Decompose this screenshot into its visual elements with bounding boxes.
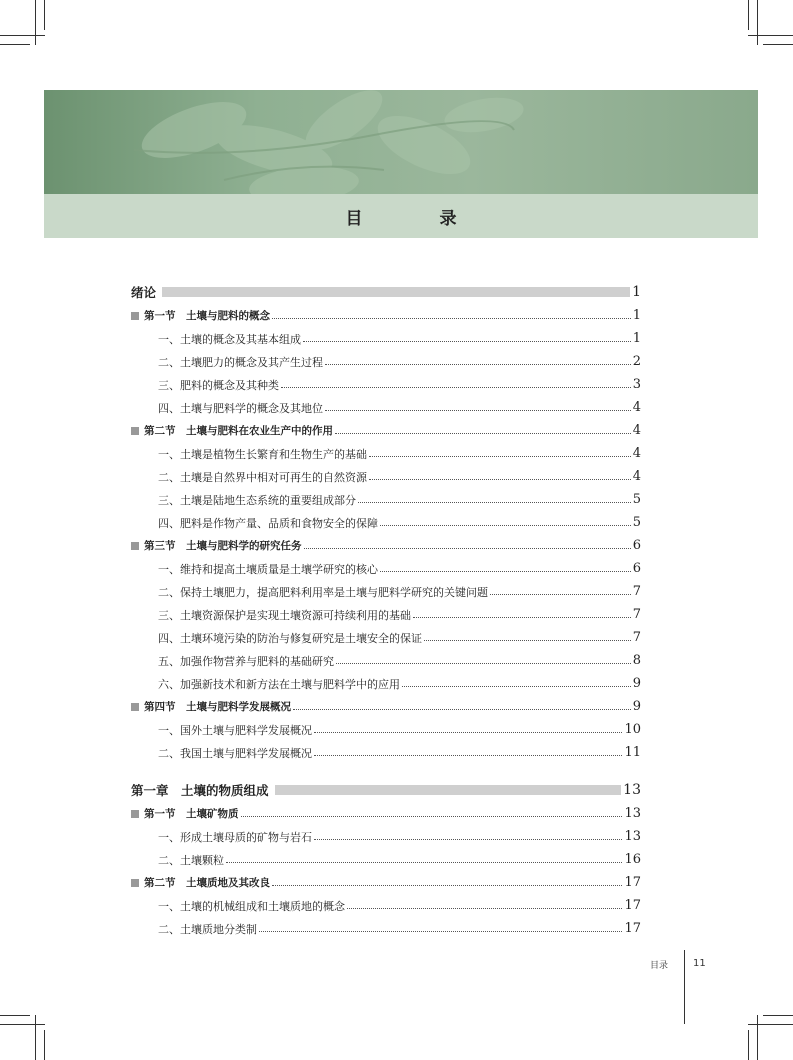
dot-leader — [281, 387, 631, 388]
section-marker-icon — [131, 427, 139, 435]
toc-item[interactable] — [131, 603, 641, 626]
title-bar — [44, 194, 758, 238]
item-title: 三、土壤资源保护是实现土壤资源可持续利用的基础 — [158, 608, 411, 622]
item-title: 一、土壤是植物生长繁育和生物生产的基础 — [158, 447, 367, 461]
toc-section[interactable] — [131, 871, 641, 894]
item-title: 四、肥料是作物产量、品质和食物安全的保障 — [158, 516, 378, 530]
item-title: 一、国外土壤与肥料学发展概况 — [158, 723, 312, 737]
dot-leader — [336, 663, 631, 664]
chapter-title: 第一章 土壤的物质组成 — [131, 783, 269, 798]
page-ref: 13 — [624, 806, 641, 821]
toc-item[interactable] — [131, 327, 641, 350]
section-marker-icon — [131, 542, 139, 550]
toc-item[interactable] — [131, 511, 641, 534]
toc-section[interactable] — [131, 695, 641, 718]
page-ref: 7 — [632, 630, 641, 645]
footer-label: 目录 — [650, 961, 669, 971]
section-title: 第一节 土壤矿物质 — [144, 808, 239, 820]
page-number: 11 — [693, 958, 706, 969]
item-title: 一、维持和提高土壤质量是土壤学研究的核心 — [158, 562, 378, 576]
toc-item[interactable] — [131, 396, 641, 419]
chapter-bar — [162, 287, 630, 297]
item-title: 二、土壤颗粒 — [158, 853, 224, 867]
toc-spacer — [131, 764, 641, 778]
item-title: 二、土壤质地分类制 — [158, 922, 257, 936]
toc-item[interactable] — [131, 488, 641, 511]
chapter-title: 绪论 — [131, 285, 157, 300]
page-ref: 1 — [632, 331, 641, 346]
dot-leader — [314, 755, 622, 756]
section-marker-icon — [131, 810, 139, 818]
chapter-page: 1 — [632, 284, 641, 300]
toc-item[interactable] — [131, 848, 641, 871]
page-ref: 9 — [632, 699, 641, 714]
dot-leader — [304, 548, 631, 549]
toc-item[interactable] — [131, 465, 641, 488]
page-title: 目 录 — [345, 208, 487, 229]
item-title: 五、加强作物营养与肥料的基础研究 — [158, 654, 334, 668]
page-ref: 13 — [624, 829, 641, 844]
toc-item[interactable] — [131, 917, 641, 940]
chapter-page: 13 — [623, 782, 641, 798]
toc-chapter[interactable] — [131, 778, 641, 802]
item-title: 一、形成土壤母质的矿物与岩石 — [158, 830, 312, 844]
toc-item[interactable] — [131, 718, 641, 741]
item-title: 一、土壤的概念及其基本组成 — [158, 332, 301, 346]
toc-item[interactable] — [131, 373, 641, 396]
page-ref: 17 — [624, 875, 641, 890]
page-ref: 5 — [632, 492, 641, 507]
toc-section[interactable] — [131, 304, 641, 327]
dot-leader — [369, 456, 631, 457]
item-title: 四、土壤与肥料学的概念及其地位 — [158, 401, 323, 415]
item-title: 二、土壤肥力的概念及其产生过程 — [158, 355, 323, 369]
dot-leader — [369, 479, 631, 480]
item-title: 四、土壤环境污染的防治与修复研究是土壤安全的保证 — [158, 631, 422, 645]
section-title: 第三节 土壤与肥料学的研究任务 — [144, 540, 302, 552]
toc-section[interactable] — [131, 802, 641, 825]
section-title: 第二节 土壤与肥料在农业生产中的作用 — [144, 425, 333, 437]
dot-leader — [347, 908, 622, 909]
page-ref: 6 — [632, 538, 641, 553]
page-ref: 7 — [632, 584, 641, 599]
dot-leader — [424, 640, 631, 641]
dot-leader — [226, 862, 622, 863]
dot-leader — [303, 341, 631, 342]
page-ref: 7 — [632, 607, 641, 622]
section-marker-icon — [131, 703, 139, 711]
toc-item[interactable] — [131, 350, 641, 373]
dot-leader — [380, 571, 631, 572]
toc-item[interactable] — [131, 672, 641, 695]
footer-divider — [684, 950, 685, 1024]
toc-item[interactable] — [131, 442, 641, 465]
dot-leader — [259, 931, 622, 932]
dot-leader — [358, 502, 631, 503]
dot-leader — [325, 410, 631, 411]
item-title: 一、土壤的机械组成和土壤质地的概念 — [158, 899, 345, 913]
page-ref: 17 — [624, 921, 641, 936]
dot-leader — [272, 885, 622, 886]
section-marker-icon — [131, 312, 139, 320]
page-ref: 5 — [632, 515, 641, 530]
toc-section[interactable] — [131, 419, 641, 442]
page-ref: 16 — [624, 852, 641, 867]
page-ref: 4 — [632, 400, 641, 415]
toc-item[interactable] — [131, 741, 641, 764]
page-ref: 2 — [632, 354, 641, 369]
dot-leader — [413, 617, 631, 618]
toc-item[interactable] — [131, 626, 641, 649]
dot-leader — [241, 816, 623, 817]
dot-leader — [272, 318, 631, 319]
dot-leader — [335, 433, 631, 434]
page-ref: 6 — [632, 561, 641, 576]
item-title: 六、加强新技术和新方法在土壤与肥料学中的应用 — [158, 677, 400, 691]
section-title: 第四节 土壤与肥料学发展概况 — [144, 701, 291, 713]
dot-leader — [380, 525, 631, 526]
toc-item[interactable] — [131, 894, 641, 917]
section-title: 第二节 土壤质地及其改良 — [144, 877, 270, 889]
page-ref: 4 — [632, 446, 641, 461]
page-ref: 4 — [632, 423, 641, 438]
section-marker-icon — [131, 879, 139, 887]
dot-leader — [293, 709, 631, 710]
table-of-contents — [131, 280, 641, 940]
item-title: 三、肥料的概念及其种类 — [158, 378, 279, 392]
page-ref: 8 — [632, 653, 641, 668]
toc-item[interactable] — [131, 825, 641, 848]
toc-item[interactable] — [131, 580, 641, 603]
dot-leader — [490, 594, 631, 595]
item-title: 二、保持土壤肥力，提高肥料利用率是土壤与肥料学研究的关键问题 — [158, 585, 488, 599]
page-ref: 3 — [632, 377, 641, 392]
section-title: 第一节 土壤与肥料的概念 — [144, 310, 270, 322]
toc-section[interactable] — [131, 534, 641, 557]
dot-leader — [314, 839, 622, 840]
page-ref: 10 — [624, 722, 641, 737]
dot-leader — [314, 732, 622, 733]
dot-leader — [402, 686, 631, 687]
dot-leader — [325, 364, 631, 365]
chapter-bar — [275, 785, 622, 795]
item-title: 二、土壤是自然界中相对可再生的自然资源 — [158, 470, 367, 484]
toc-item[interactable] — [131, 649, 641, 672]
toc-chapter[interactable] — [131, 280, 641, 304]
page-ref: 9 — [632, 676, 641, 691]
toc-item[interactable] — [131, 557, 641, 580]
page-ref: 11 — [624, 745, 641, 760]
item-title: 二、我国土壤与肥料学发展概况 — [158, 746, 312, 760]
header-banner — [44, 90, 758, 238]
page-ref: 1 — [632, 308, 641, 323]
page-ref: 17 — [624, 898, 641, 913]
page-ref: 4 — [632, 469, 641, 484]
item-title: 三、土壤是陆地生态系统的重要组成部分 — [158, 493, 356, 507]
leaf-illustration — [44, 90, 758, 194]
